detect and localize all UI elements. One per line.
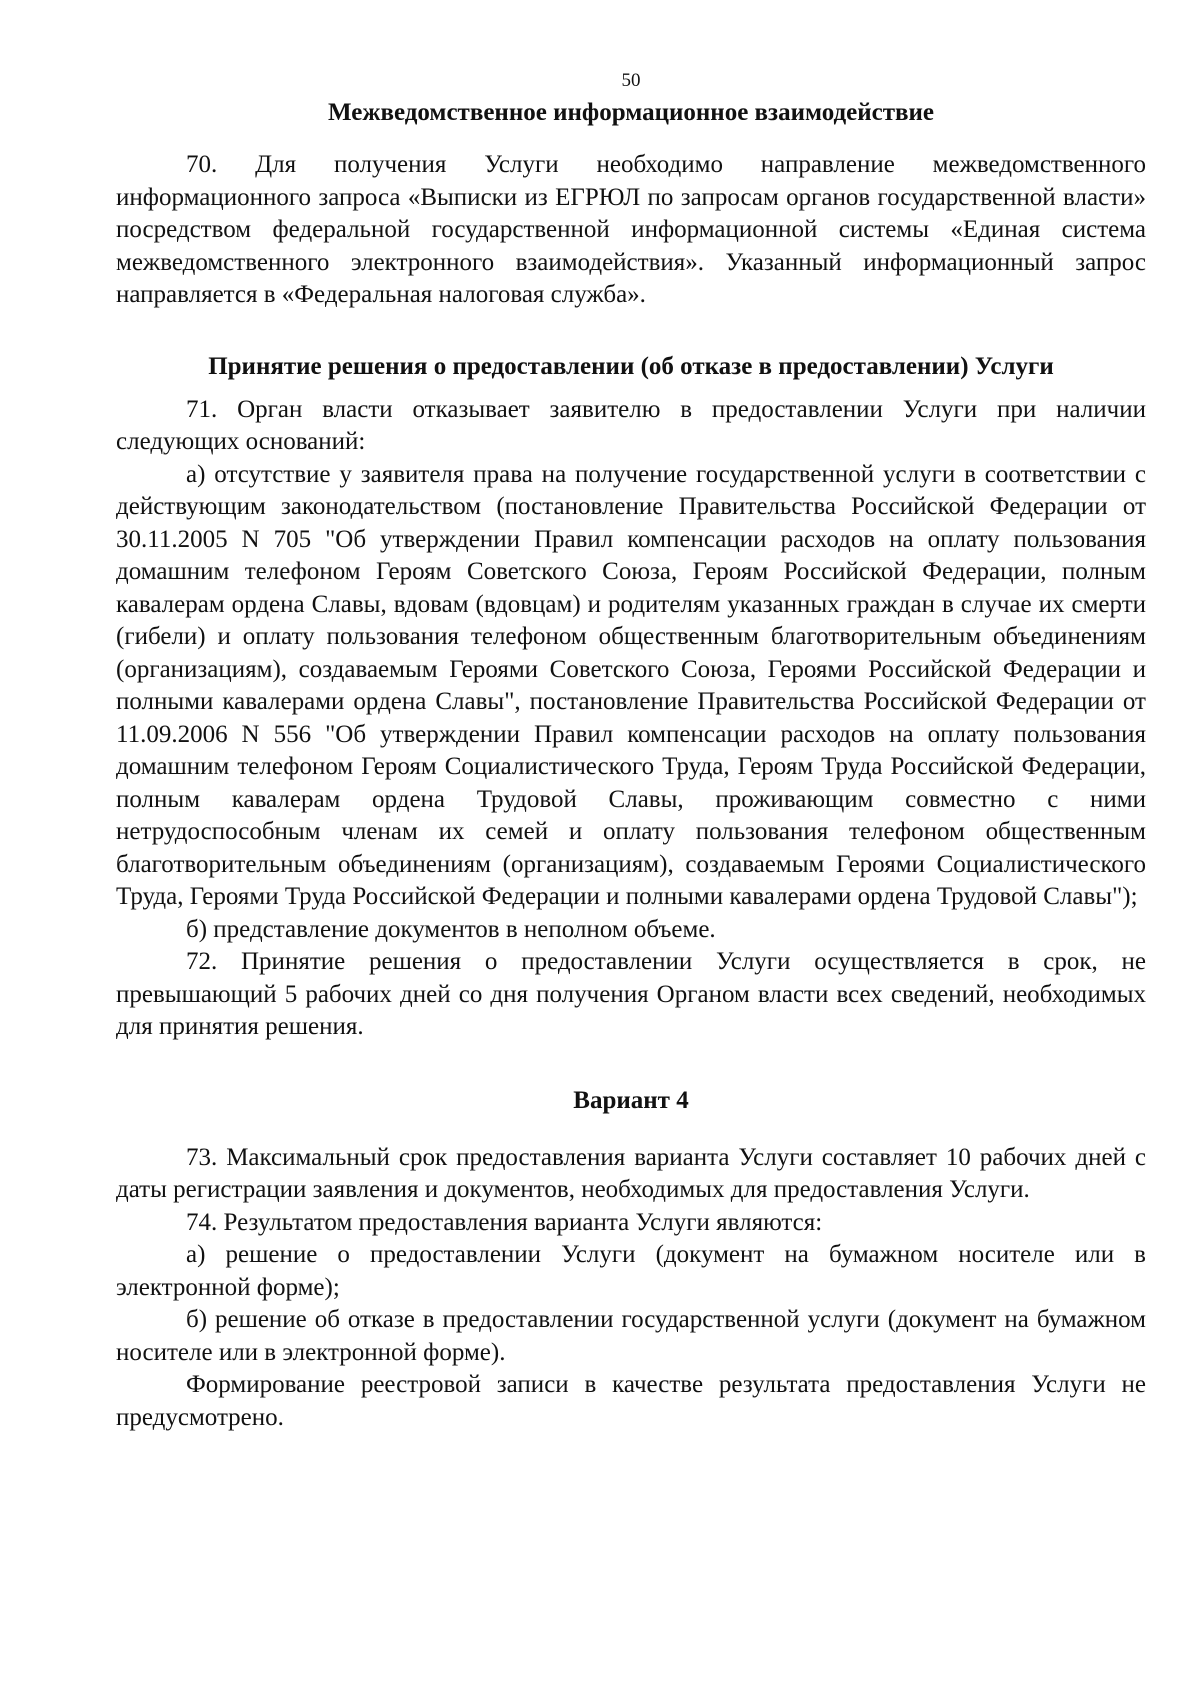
paragraph-74-a: а) решение о предоставлении Услуги (документ на бумажном носителе или в электронной форме); xyxy=(116,1241,1146,1301)
paragraph-71-b: б) представление документов в неполном объеме. xyxy=(186,915,716,943)
page-number: 50 xyxy=(621,70,641,91)
paragraph-71-a: а) отсутствие у заявителя права на получение государственной услуги в соответствии с действующим законодательством (постановление Правительства Российской Федерации от 30.11.2005 N 705 "Об утверждении Правил компенсации расходов на оплату пользования домашним телефоном Героям Советского Союза, Героям Российской Федерации, полным кавалерам ордена Славы, вдовам (вдовцам) и родителям указанных граждан в случае их смерти (гибели) и оплату пользования телефоном общественным благотворительным объединениям (организациям), создаваемым Героями Советского Союза, Героями Российской Федерации и полными кавалерами ордена Славы", постановление Правительства Российской Федерации от 11.09.2006 N 556 "Об утверждении Правил компенсации расходов на оплату пользования домашним телефоном Героям Социалистического Труда, Героям Труда Российской Федерации, полным кавалерам ордена Трудовой Славы, проживающим совместно с ними нетрудоспособным членам их семей и оплату пользования телефоном общественным благотворительным объединениям (организациям), создаваемым Героями Социалистического Труда, Героями Труда Российской Федерации и полными кавалерами ордена Трудовой Славы"); xyxy=(116,460,1146,910)
section-heading-interagency: Межведомственное информационное взаимодействие xyxy=(328,99,934,126)
paragraph-74: 74. Результатом предоставления варианта Услуги являются: xyxy=(186,1208,823,1236)
paragraph-70: 70. Для получения Услуги необходимо направление межведомственного информационного запроса «Выписки из ЕГРЮЛ по запросам органов государственной власти» посредством федеральной государственной информационной системы «Единая система межведомственного электронного взаимодействия». Указанный информационный запрос направляется в «Федеральная налоговая служба». xyxy=(116,151,1146,308)
document-page xyxy=(116,68,1146,1434)
paragraph-72: 72. Принятие решения о предоставлении Услуги осуществляется в срок, не превышающий 5 рабочих дней со дня получения Органом власти всех сведений, необходимых для принятия решения. xyxy=(116,948,1146,1040)
section-heading-variant-4: Вариант 4 xyxy=(573,1086,689,1114)
paragraph-registry-note: Формирование реестровой записи в качестве результата предоставления Услуги не предусмотрено. xyxy=(116,1371,1146,1431)
paragraph-71: 71. Орган власти отказывает заявителю в предоставлении Услуги при наличии следующих оснований: xyxy=(116,395,1146,455)
paragraph-74-b: б) решение об отказе в предоставлении государственной услуги (документ на бумажном носителе или в электронной форме). xyxy=(116,1306,1146,1366)
section-heading-decision: Принятие решения о предоставлении (об отказе в предоставлении) Услуги xyxy=(208,352,1054,380)
paragraph-73: 73. Максимальный срок предоставления варианта Услуги составляет 10 рабочих дней с даты регистрации заявления и документов, необходимых для предоставления Услуги. xyxy=(116,1143,1146,1203)
